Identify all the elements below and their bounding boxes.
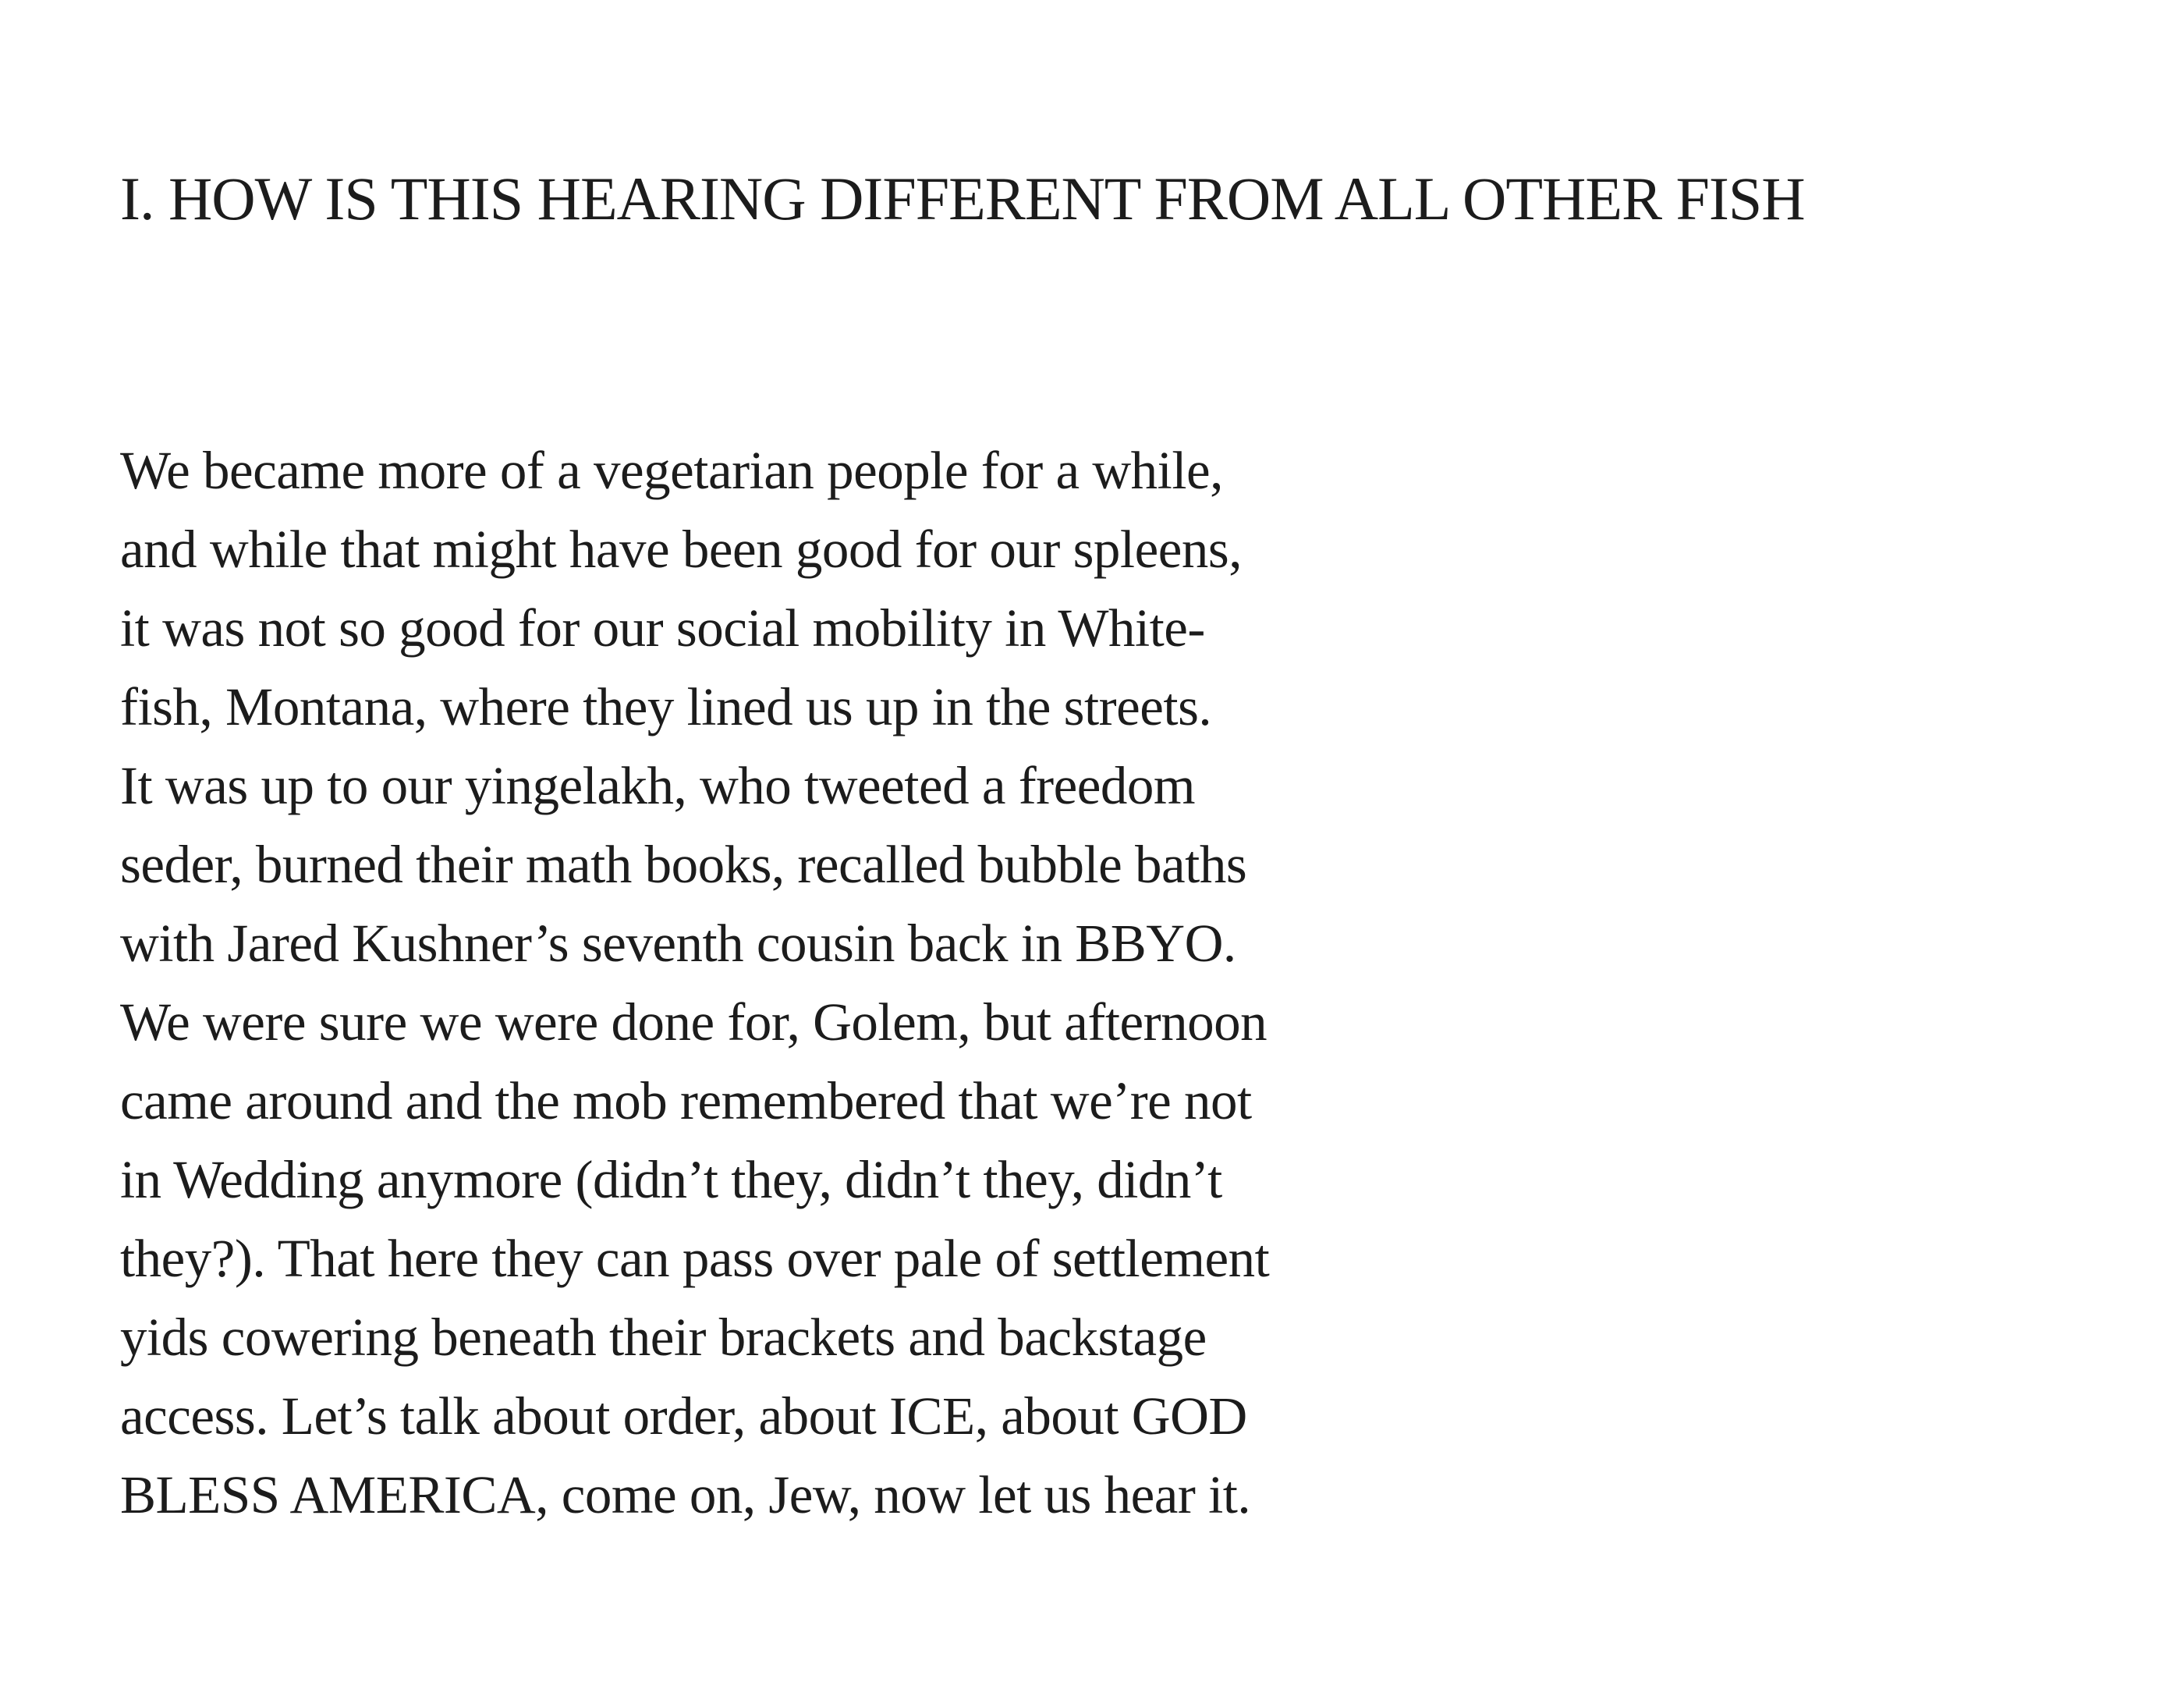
poem-line: fish, Montana, where they lined us up in the streets.: [120, 677, 1212, 736]
poem-line: and while that might have been good for our spleens,: [120, 520, 1242, 579]
poem-line: access. Let’s talk about order, about ICE, about GOD: [120, 1386, 1247, 1446]
poem-line: BLESS AMERICA, come on, Jew, now let us hear it.: [120, 1465, 1251, 1524]
poem-line: they?). That here they can pass over pale of settlement: [120, 1229, 1270, 1288]
poem-line: yids cowering beneath their brackets and backstage: [120, 1308, 1207, 1367]
poem-line: with Jared Kushner’s seventh cousin back in BBYO.: [120, 914, 1236, 973]
poem-line: It was up to our yingelakh, who tweeted a freedom: [120, 756, 1196, 815]
poem-line: it was not so good for our social mobility in White-: [120, 598, 1205, 658]
poem-line: We were sure we were done for, Golem, but afternoon: [120, 992, 1268, 1052]
poem-title: I. HOW IS THIS HEARING DIFFERENT FROM ALL OTHER FISH: [120, 165, 1805, 232]
poem-line: seder, burned their math books, recalled bubble baths: [120, 835, 1247, 894]
poem-line: We became more of a vegetarian people for a while,: [120, 441, 1223, 500]
poem-body: [120, 431, 1269, 1535]
poem-line: in Wedding anymore (didn’t they, didn’t they, didn’t: [120, 1150, 1222, 1209]
poem-line: came around and the mob remembered that we’re not: [120, 1071, 1252, 1130]
